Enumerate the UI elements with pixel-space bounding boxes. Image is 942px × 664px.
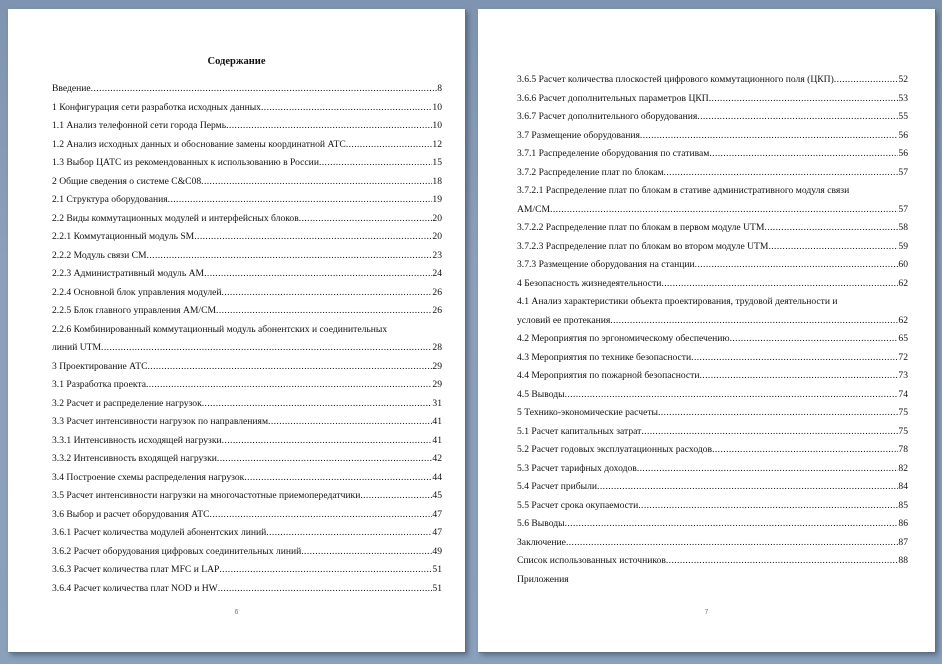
toc-entry-text: 3.1 Разработка проекта xyxy=(52,379,146,390)
toc-page-number: 86 xyxy=(898,518,908,529)
toc-page-number: 29 xyxy=(432,379,442,390)
toc-entry xyxy=(517,478,908,497)
toc-entry xyxy=(52,210,442,229)
toc-leader-dots xyxy=(661,275,898,294)
toc-page-number: 12 xyxy=(432,138,442,150)
toc-leader-dots xyxy=(697,108,898,127)
toc-leader-dots xyxy=(268,413,432,432)
toc-entry xyxy=(517,571,908,590)
page-number: 6 xyxy=(234,609,239,616)
toc-entry xyxy=(517,90,908,109)
toc-entry-text: 3.7.2.3 Распределение плат по блокам во втором модуле UTM xyxy=(517,240,769,252)
toc-entry-text-continued: линий UTM xyxy=(52,342,102,353)
toc-entry xyxy=(52,543,442,562)
toc-entry xyxy=(517,275,908,294)
toc-entry-text: 3.7 Размещение оборудования xyxy=(517,129,640,141)
page-number: 7 xyxy=(704,609,709,616)
toc-entry-text: 5.5 Расчет срока окупаемости xyxy=(517,499,639,511)
toc-entry xyxy=(517,71,908,90)
toc-page-number: 82 xyxy=(898,462,908,474)
toc-leader-dots xyxy=(709,90,899,109)
toc-entry xyxy=(52,450,442,469)
toc-entry-text: 4.5 Выводы xyxy=(517,388,565,400)
toc-entry-text: 2.1 Структура оборудования xyxy=(52,194,168,205)
toc-entry-text: 4.3 Мероприятия по технике безопасности xyxy=(517,351,692,363)
toc-leader-dots xyxy=(261,99,432,118)
document-page-right[interactable] xyxy=(478,9,935,652)
toc-entry-text: 5.2 Расчет годовых эксплуатационных расходов xyxy=(517,444,713,455)
toc-entry-text-continued: AM/CM xyxy=(517,203,551,215)
toc-entry xyxy=(52,247,442,266)
toc-entry-text: 3.7.3 Размещение оборудования на станции xyxy=(517,259,695,270)
toc-entry xyxy=(517,441,908,460)
toc-entry-text: 2 Общие сведения о системе C&C08 xyxy=(52,175,202,187)
toc-leader-dots xyxy=(222,432,433,451)
toc-page-number: 47 xyxy=(432,508,442,520)
toc-page-number: 58 xyxy=(898,222,908,233)
toc-entry-text: 2.2.3 Административный модуль AM xyxy=(52,268,205,279)
toc-leader-dots xyxy=(168,191,433,210)
toc-entry-text: Заключение xyxy=(517,536,566,548)
toc-entry-text: 3.2 Расчет и распределение нагрузок xyxy=(52,397,202,409)
toc-page-number: 24 xyxy=(432,268,442,279)
toc-entry xyxy=(517,219,908,238)
toc-entry xyxy=(517,497,908,516)
toc-entry-text: 3.6.7 Расчет дополнительного оборудования xyxy=(517,111,698,122)
toc-page-number: 52 xyxy=(898,74,908,85)
toc-leader-dots xyxy=(638,497,898,516)
toc-entry xyxy=(52,136,442,155)
toc-page-number: 19 xyxy=(432,194,442,205)
toc-entry-text: 2.2.5 Блок главного управления AM/CM xyxy=(52,305,217,316)
toc-leader-dots xyxy=(834,71,899,90)
toc-entry xyxy=(52,524,442,543)
toc-leader-dots xyxy=(346,136,433,155)
toc-leader-dots xyxy=(219,561,432,580)
toc-page-number: 87 xyxy=(898,536,908,548)
toc-page-number: 51 xyxy=(432,582,442,594)
toc-leader-dots xyxy=(360,487,432,506)
toc-page-number: 8 xyxy=(437,83,442,94)
toc-entry xyxy=(52,321,442,358)
toc-entry xyxy=(517,293,908,330)
toc-page-number: 56 xyxy=(898,129,908,141)
toc-leader-dots xyxy=(301,543,432,562)
toc-leader-dots xyxy=(565,386,899,405)
toc-page-number: 45 xyxy=(432,490,442,501)
toc-page-number: 62 xyxy=(898,314,908,326)
toc-entry xyxy=(52,117,442,136)
toc-entry xyxy=(52,302,442,321)
toc-leader-dots xyxy=(319,154,432,173)
toc-entry xyxy=(52,191,442,210)
toc-entry xyxy=(517,145,908,164)
toc-leader-dots xyxy=(147,247,433,266)
toc-page-number: 31 xyxy=(432,397,442,409)
document-page-left[interactable] xyxy=(8,9,465,652)
toc-leader-dots xyxy=(210,506,433,525)
toc-page-number: 60 xyxy=(898,259,908,270)
toc-entry xyxy=(52,154,442,173)
toc-entry xyxy=(52,580,442,599)
toc-leader-dots xyxy=(226,117,432,136)
toc-page-number: 18 xyxy=(432,175,442,187)
toc-leader-dots xyxy=(202,395,433,414)
toc-leader-dots xyxy=(597,478,898,497)
toc-leader-dots xyxy=(691,349,898,368)
toc-entry xyxy=(517,404,908,423)
toc-entry xyxy=(517,108,908,127)
toc-page-number: 20 xyxy=(432,212,442,224)
toc-entry xyxy=(52,265,442,284)
toc-page-number: 73 xyxy=(898,370,908,381)
toc-entry xyxy=(52,376,442,395)
toc-entry-text: 4.1 Анализ характеристики объекта проектирования, трудовой деятельности и xyxy=(517,296,838,307)
toc-leader-dots xyxy=(194,228,432,247)
toc-entry xyxy=(52,506,442,525)
toc-page-number: 65 xyxy=(898,333,908,344)
toc-entry-text: 3.3 Расчет интенсивности нагрузок по направлениям xyxy=(52,416,269,427)
toc-page-number: 57 xyxy=(898,203,908,215)
toc-leader-dots xyxy=(244,469,432,488)
toc-page-number: 44 xyxy=(432,471,442,483)
toc-page-number: 41 xyxy=(432,416,442,427)
toc-leader-dots xyxy=(217,450,433,469)
toc-leader-dots xyxy=(218,580,433,599)
toc-entry-text: 3.7.1 Распределение оборудования по стативам xyxy=(517,148,710,159)
toc-entry-text: 5 Технико-экономические расчеты xyxy=(517,407,658,418)
toc-list xyxy=(52,80,442,598)
toc-leader-dots xyxy=(641,423,898,442)
toc-leader-dots xyxy=(700,367,899,386)
toc-page-number: 74 xyxy=(898,388,908,400)
toc-leader-dots xyxy=(709,145,898,164)
toc-entry-text: 1.2 Анализ исходных данных и обоснование замены координатной АТС xyxy=(52,138,346,150)
toc-entry xyxy=(52,228,442,247)
toc-leader-dots xyxy=(266,524,432,543)
toc-entry-text: 1.1 Анализ телефонной сети города Пермь xyxy=(52,120,227,131)
toc-page-number: 41 xyxy=(432,434,442,446)
toc-page-number: 49 xyxy=(432,545,442,557)
toc-entry-text: 2.2.4 Основной блок управления модулей xyxy=(52,286,222,298)
toc-page-number: 72 xyxy=(898,351,908,363)
toc-entry-text: 3.3.2 Интенсивность входящей нагрузки xyxy=(52,453,217,464)
toc-page-number: 85 xyxy=(898,499,908,511)
toc-entry xyxy=(517,256,908,275)
toc-page-number: 26 xyxy=(432,305,442,316)
toc-leader-dots xyxy=(768,238,898,257)
toc-page-number: 10 xyxy=(432,120,442,131)
toc-entry xyxy=(52,358,442,377)
toc-page-number: 20 xyxy=(432,231,442,242)
toc-entry xyxy=(517,164,908,183)
toc-entry xyxy=(52,99,442,118)
toc-entry xyxy=(517,238,908,257)
toc-entry-text: 3.6.5 Расчет количества плоскостей цифрового коммутационного поля (ЦКП) xyxy=(517,74,834,85)
toc-entry-text: 3 Проектирование АТС xyxy=(52,360,148,372)
toc-entry xyxy=(52,432,442,451)
toc-leader-dots xyxy=(204,265,432,284)
toc-entry xyxy=(517,552,908,571)
toc-leader-dots xyxy=(222,284,433,303)
toc-page-number: 62 xyxy=(898,277,908,289)
toc-entry-text: Приложения xyxy=(517,573,569,585)
toc-entry-text: 3.7.2 Распределение плат по блокам xyxy=(517,166,664,178)
toc-entry-text: 3.6.1 Расчет количества модулей абонентских линий xyxy=(52,527,267,538)
toc-entry-text: 3.7.2.2 Распределение плат по блокам в первом модуле UTM xyxy=(517,222,765,233)
toc-page-number: 51 xyxy=(432,564,442,575)
toc-entry-text: 3.6 Выбор и расчет оборудования АТС xyxy=(52,508,210,520)
toc-page-number: 59 xyxy=(898,240,908,252)
toc-entry-text: 4.4 Мероприятия по пожарной безопасности xyxy=(517,370,700,381)
toc-entry xyxy=(517,386,908,405)
toc-entry-text: 3.6.6 Расчет дополнительных параметров ЦКП xyxy=(517,92,709,104)
toc-leader-dots xyxy=(91,80,438,99)
toc-entry-text-continued: условий ее протекания xyxy=(517,314,611,326)
toc-entry xyxy=(517,534,908,553)
toc-leader-dots xyxy=(147,358,432,377)
toc-entry xyxy=(517,515,908,534)
toc-page-number: 23 xyxy=(432,249,442,261)
toc-entry-text: 3.6.3 Расчет количества плат MFC и LAP xyxy=(52,564,220,575)
toc-entry-text: Введение xyxy=(52,83,91,94)
toc-page-number: 47 xyxy=(432,527,442,538)
toc-entry xyxy=(52,395,442,414)
toc-leader-dots xyxy=(658,404,898,423)
toc-entry xyxy=(52,413,442,432)
toc-list xyxy=(517,71,908,589)
toc-leader-dots xyxy=(764,219,898,238)
toc-leader-dots xyxy=(101,339,432,358)
toc-leader-dots xyxy=(712,441,898,460)
toc-leader-dots xyxy=(201,173,432,192)
toc-page-number: 55 xyxy=(898,111,908,122)
toc-title: Содержание xyxy=(207,56,266,67)
toc-page-number: 28 xyxy=(432,342,442,353)
toc-entry xyxy=(517,127,908,146)
toc-page-number: 75 xyxy=(898,407,908,418)
toc-entry xyxy=(517,367,908,386)
toc-page-number: 84 xyxy=(898,481,908,492)
toc-entry-text: 3.5 Расчет интенсивности нагрузки на многочастотные приемопередатчики xyxy=(52,490,361,501)
toc-entry xyxy=(517,460,908,479)
toc-entry xyxy=(52,80,442,99)
toc-page-number: 57 xyxy=(898,166,908,178)
toc-entry-text: 3.6.4 Расчет количества плат NOD и HW xyxy=(52,582,218,594)
toc-leader-dots xyxy=(640,127,899,146)
toc-leader-dots xyxy=(565,515,899,534)
toc-leader-dots xyxy=(610,312,898,331)
toc-page-number: 75 xyxy=(898,425,908,437)
toc-leader-dots xyxy=(146,376,432,395)
toc-entry xyxy=(52,469,442,488)
toc-page-number: 15 xyxy=(432,157,442,168)
toc-entry xyxy=(52,561,442,580)
toc-leader-dots xyxy=(666,552,899,571)
toc-entry xyxy=(52,487,442,506)
toc-entry xyxy=(52,173,442,192)
toc-leader-dots xyxy=(664,164,899,183)
toc-page-number: 53 xyxy=(898,92,908,104)
toc-entry-text: 5.4 Расчет прибыли xyxy=(517,481,598,492)
toc-entry-text: 1.3 Выбор ЦАТС из рекомендованных к использованию в России xyxy=(52,157,319,168)
toc-page-number: 88 xyxy=(898,555,908,566)
toc-entry-text: 3.6.2 Расчет оборудования цифровых соединительных линий xyxy=(52,545,302,557)
toc-entry xyxy=(517,423,908,442)
toc-leader-dots xyxy=(566,534,898,553)
toc-leader-dots xyxy=(695,256,899,275)
toc-entry-text: Список использованных источников xyxy=(517,555,666,566)
toc-page-number: 56 xyxy=(898,148,908,159)
toc-page-number: 42 xyxy=(432,453,442,464)
toc-entry-text: 2.2.2 Модуль связи CM xyxy=(52,249,147,261)
toc-page-number: 78 xyxy=(898,444,908,455)
toc-entry-text: 3.7.2.1 Распределение плат по блокам в стативе административного модуля связи xyxy=(517,185,850,196)
toc-leader-dots xyxy=(550,201,898,220)
toc-entry-text: 2.2.1 Коммутационный модуль SM xyxy=(52,231,195,242)
toc-entry-text: 2.2.6 Комбинированный коммутационный модуль абонентских и соединительных xyxy=(52,323,388,335)
toc-entry-text: 4 Безопасность жизнедеятельности xyxy=(517,277,662,289)
toc-entry-text: 5.3 Расчет тарифных доходов xyxy=(517,462,637,474)
toc-entry-text: 2.2 Виды коммутационных модулей и интерфейсных блоков xyxy=(52,212,299,224)
toc-page-number: 26 xyxy=(432,286,442,298)
toc-entry-text: 5.6 Выводы xyxy=(517,518,565,529)
toc-entry xyxy=(517,349,908,368)
toc-entry-text: 5.1 Расчет капитальных затрат xyxy=(517,425,642,437)
toc-entry-text: 4.2 Мероприятия по эргономическому обеспечению xyxy=(517,333,730,344)
toc-entry-text: 3.4 Построение схемы распределения нагрузок xyxy=(52,471,245,483)
toc-leader-dots xyxy=(216,302,432,321)
toc-leader-dots xyxy=(730,330,899,349)
toc-entry xyxy=(517,330,908,349)
toc-page-number: 10 xyxy=(432,101,442,113)
toc-entry xyxy=(517,182,908,219)
toc-leader-dots xyxy=(299,210,433,229)
toc-entry-text: 3.3.1 Интенсивность исходящей нагрузки xyxy=(52,434,222,446)
toc-leader-dots xyxy=(637,460,899,479)
toc-page-number: 29 xyxy=(432,360,442,372)
toc-entry-text: 1 Конфигурация сети разработка исходных данных xyxy=(52,101,261,113)
toc-entry xyxy=(52,284,442,303)
